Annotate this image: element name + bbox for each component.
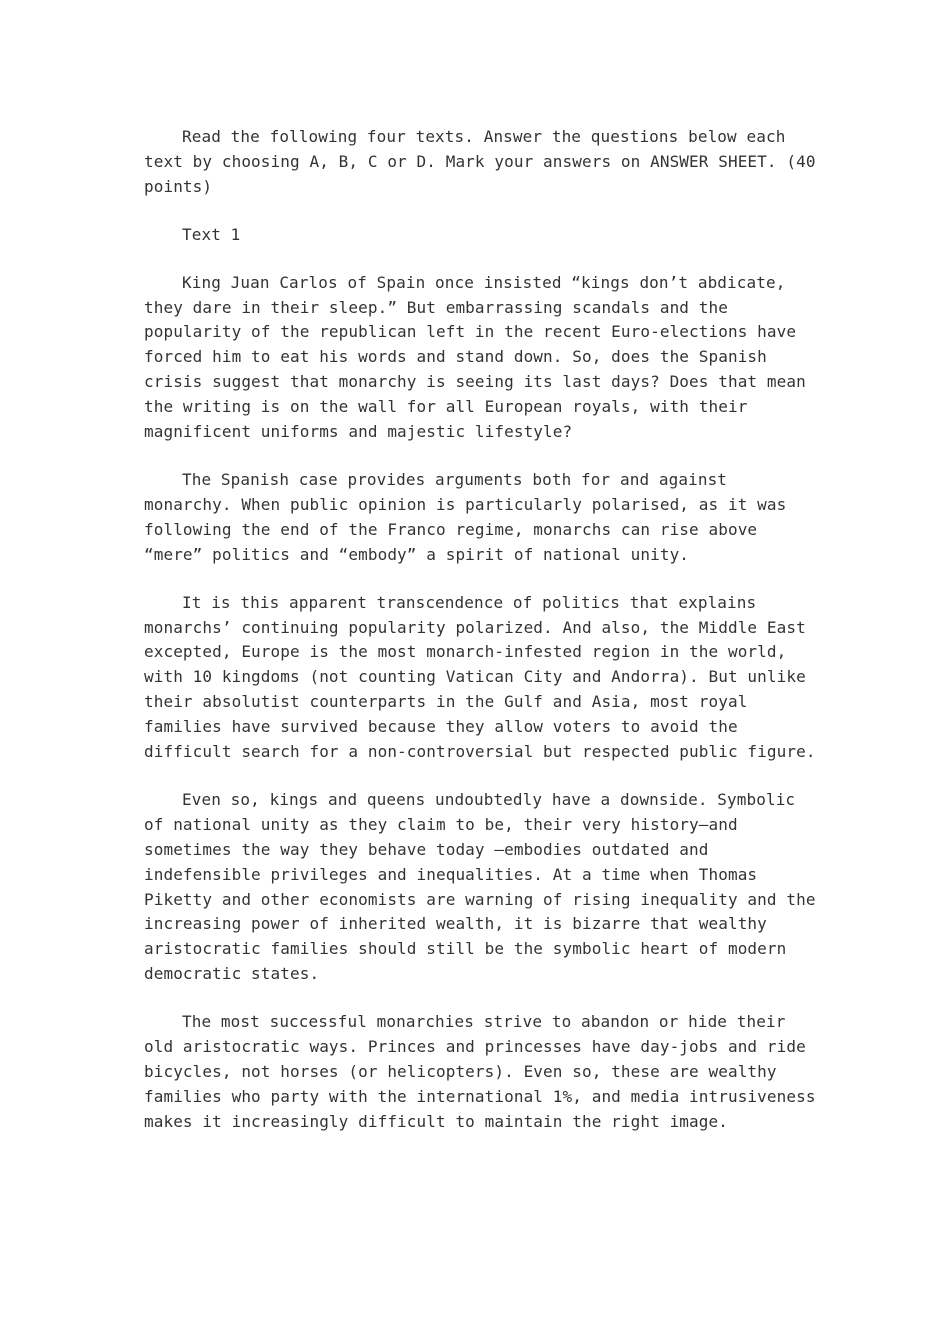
paragraph-3: It is this apparent transcendence of politics that explains monarchs’ continuing popularity polarized. And also, the Middle East excepted, Europe is the most monarch-infested region in the world, with 10 kingdoms (not counting Vatican City and Andorra). But unlike their absolutist counterparts in the Gulf and Asia, most royal families have survived because they allow voters to avoid the difficult search for a non-controversial but respected public figure.	[144, 592, 816, 762]
instructions-paragraph: Read the following four texts. Answer the questions below each text by choosing A, B, C or D. Mark your answers on ANSWER SHEET. (40 points)	[144, 127, 816, 196]
document-body	[144, 125, 816, 1158]
paragraph-5: The most successful monarchies strive to abandon or hide their old aristocratic ways. Princes and princesses have day-jobs and ride bicycles, not horses (or helicopters). Even so, these are wealthy families who party with the international 1%, and media intrusiveness makes it increasingly difficult to maintain the right image.	[144, 1012, 816, 1131]
paragraph-2: The Spanish case provides arguments both for and against monarchy. When public opinion is particularly polarised, as it was following the end of the Franco regime, monarchs can rise above “mere” politics and “embody” a spirit of national unity.	[144, 469, 787, 564]
paragraph-4: Even so, kings and queens undoubtedly have a downside. Symbolic of national unity as they claim to be, their very history—and sometimes the way they behave today –embodies outdated and indefensible privileges and inequalities. At a time when Thomas Piketty and other economists are warning of rising inequality and the increasing power of inherited wealth, it is bizarre that wealthy aristocratic families should still be the symbolic heart of modern democratic states.	[144, 789, 816, 984]
section-title: Text 1	[182, 224, 241, 244]
paragraph-1: King Juan Carlos of Spain once insisted “kings don’t abdicate, they dare in their sleep.” But embarrassing scandals and the popularity of the republican left in the recent Euro-elections have forced him to eat his words and stand down. So, does the Spanish crisis suggest that monarchy is seeing its last days? Does that mean the writing is on the wall for all European royals, with their magnificent uniforms and majestic lifestyle?	[144, 272, 806, 442]
